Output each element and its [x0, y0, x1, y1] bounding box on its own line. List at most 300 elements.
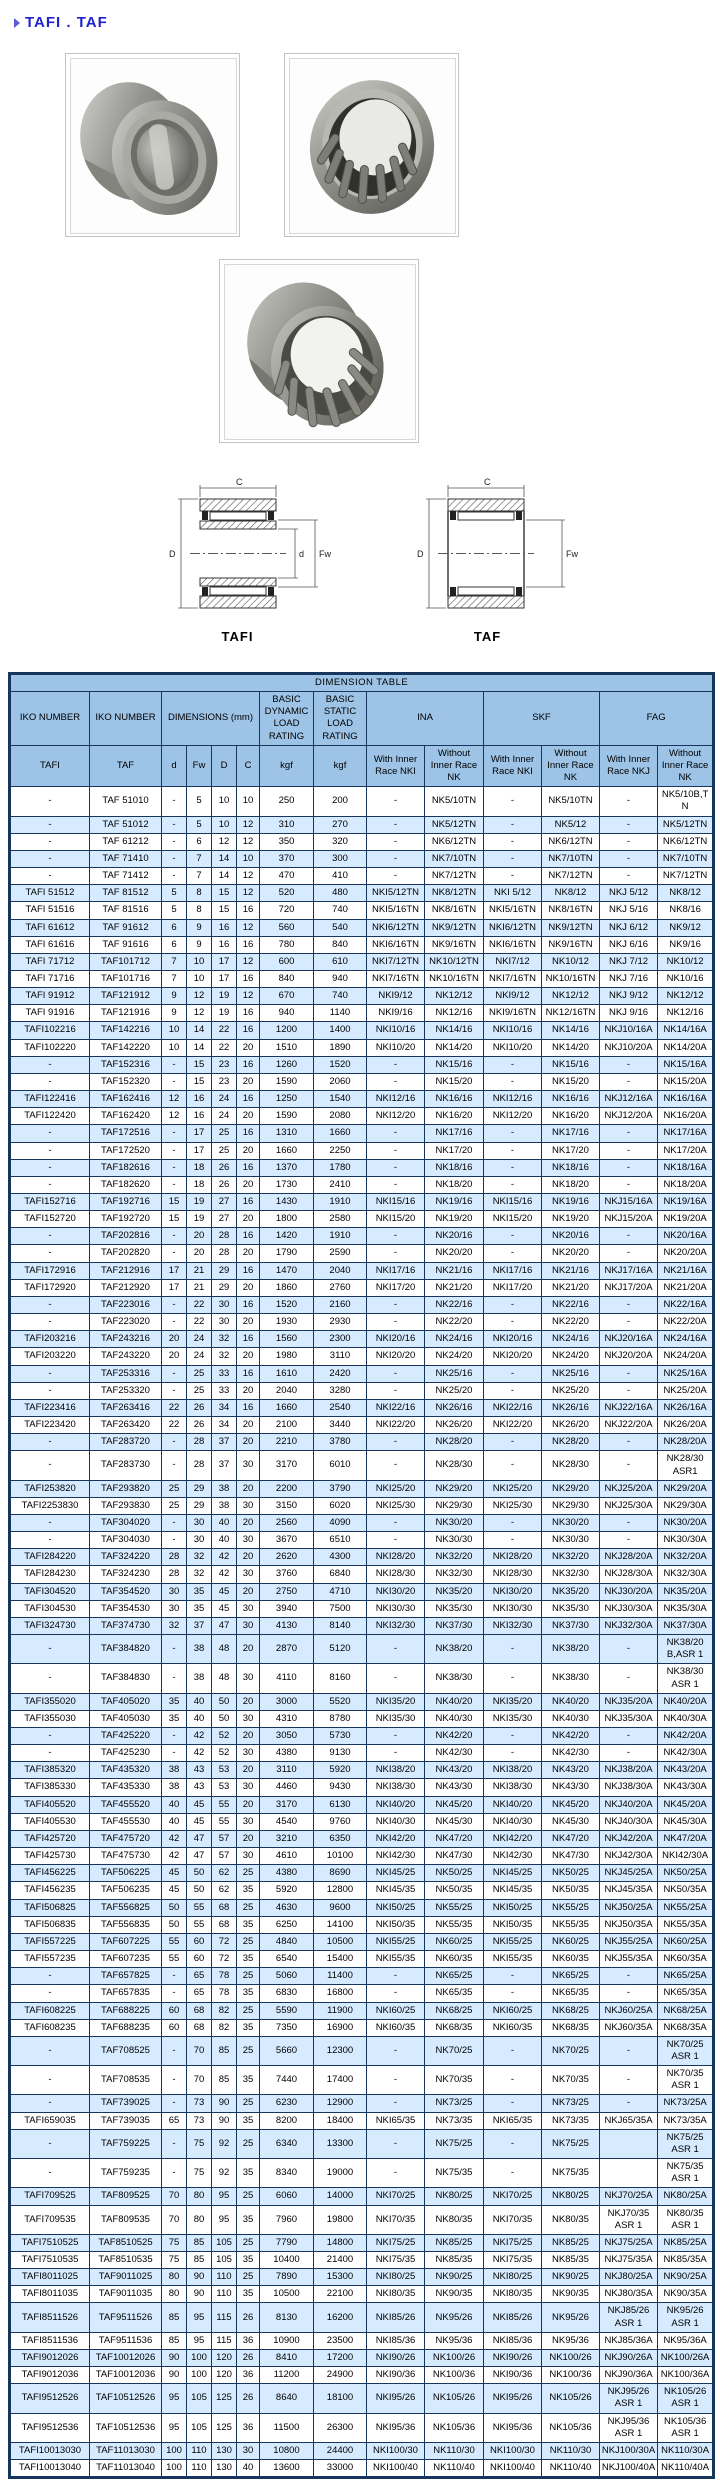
group-header-skf: SKF — [484, 692, 600, 746]
cell: TAF9511536 — [90, 2332, 162, 2349]
cell: NK37/30 — [425, 1617, 484, 1634]
cell: - — [10, 1664, 90, 1693]
cell: 3280 — [314, 1382, 367, 1399]
cell: 15400 — [314, 1951, 367, 1968]
cell: 78 — [212, 1985, 237, 2002]
cell: 38 — [212, 1497, 237, 1514]
cell: NKI38/30 — [367, 1779, 425, 1796]
cell: 6830 — [260, 1985, 314, 2002]
cell: - — [600, 1968, 658, 1985]
cell: NK29/20 — [542, 1480, 600, 1497]
cell: NK47/20 — [425, 1830, 484, 1847]
cell: NK24/16A — [658, 1331, 714, 1348]
cell: NK29/30 — [425, 1497, 484, 1514]
cell: 4300 — [314, 1549, 367, 1566]
cell: 52 — [212, 1745, 237, 1762]
table-row — [10, 1745, 714, 1762]
cell: 25 — [237, 2188, 260, 2205]
cell: 4310 — [260, 1710, 314, 1727]
cell: NK29/20A — [658, 1480, 714, 1497]
cell: NKI42/30 — [367, 1848, 425, 1865]
col-header-kgf-static: kgf — [314, 745, 367, 786]
cell: NK20/20A — [658, 1245, 714, 1262]
cell: - — [367, 1451, 425, 1480]
cell: NK6/12TN — [425, 833, 484, 850]
cell: NK73/35 — [425, 2112, 484, 2129]
cell: 24 — [187, 1348, 212, 1365]
cell: - — [484, 1314, 542, 1331]
cell: TAFI355020 — [10, 1693, 90, 1710]
col-header-d: d — [162, 745, 187, 786]
cell: 600 — [260, 953, 314, 970]
cell: TAF 71412 — [90, 868, 162, 885]
cell: NK85/35 — [425, 2252, 484, 2269]
cell: - — [162, 1968, 187, 1985]
cell: - — [367, 833, 425, 850]
cell: 6250 — [260, 1916, 314, 1933]
cell: 9 — [162, 1005, 187, 1022]
cell: 370 — [260, 850, 314, 867]
cell: NK80/25 — [425, 2188, 484, 2205]
cell: NK68/25 — [542, 2002, 600, 2019]
cell: NK37/30A — [658, 1617, 714, 1634]
group-header-iko-taf: IKO NUMBER — [90, 692, 162, 746]
cell: 2870 — [260, 1635, 314, 1664]
cell: 5730 — [314, 1728, 367, 1745]
cell: NK55/25 — [425, 1899, 484, 1916]
cell: 250 — [260, 787, 314, 816]
cell: 1310 — [260, 1125, 314, 1142]
cell: NK90/25 — [542, 2269, 600, 2286]
cell: NK22/16 — [542, 1296, 600, 1313]
cell: 7890 — [260, 2269, 314, 2286]
cell: TAFI2253830 — [10, 1497, 90, 1514]
cell: 1980 — [260, 1348, 314, 1365]
cell: NK73/35A — [658, 2112, 714, 2129]
cell: 22 — [187, 1314, 212, 1331]
cell: 1660 — [260, 1399, 314, 1416]
cell: TAF688235 — [90, 2019, 162, 2036]
cell: - — [367, 787, 425, 816]
cell: NKJ85/36A — [600, 2332, 658, 2349]
table-row — [10, 2460, 714, 2478]
cell: TAFI 91912 — [10, 988, 90, 1005]
cell: NK20/20 — [425, 1245, 484, 1262]
cell: 37 — [212, 1434, 237, 1451]
cell: TAFI608235 — [10, 2019, 90, 2036]
cell: NK18/20 — [542, 1176, 600, 1193]
cell: 6350 — [314, 1830, 367, 1847]
cell: NK100/26 — [425, 2349, 484, 2366]
cell: 12 — [212, 833, 237, 850]
cell: NK9/16 — [658, 936, 714, 953]
cell: 45 — [187, 1813, 212, 1830]
cell: TAF425220 — [90, 1728, 162, 1745]
cell: 7350 — [260, 2019, 314, 2036]
cell: TAFI8511536 — [10, 2332, 90, 2349]
cell: 42 — [187, 1745, 212, 1762]
cell: 80 — [162, 2286, 187, 2303]
cell: NKI42/20 — [367, 1830, 425, 1847]
cell: 310 — [260, 816, 314, 833]
cell: 6840 — [314, 1566, 367, 1583]
cell: NKI60/35 — [367, 2019, 425, 2036]
cell: NK17/16 — [542, 1125, 600, 1142]
cell: 10 — [237, 787, 260, 816]
cell: NKI9/16TN — [484, 1005, 542, 1022]
cell: NK28/20A — [658, 1434, 714, 1451]
cell: - — [10, 816, 90, 833]
cell: 38 — [162, 1762, 187, 1779]
cell: NKJ22/16A — [600, 1399, 658, 1416]
cell: - — [600, 1985, 658, 2002]
cell — [600, 2159, 658, 2188]
cell: NK110/30 — [542, 2442, 600, 2459]
cell: NK42/20 — [425, 1728, 484, 1745]
cell: 2210 — [260, 1434, 314, 1451]
cell: 43 — [187, 1779, 212, 1796]
cell: 1590 — [260, 1108, 314, 1125]
cell: - — [367, 1635, 425, 1664]
cell: NKI10/16 — [484, 1022, 542, 1039]
cell: TAFI304530 — [10, 1600, 90, 1617]
cell: NK70/35 — [542, 2066, 600, 2095]
cell: - — [484, 1728, 542, 1745]
cell: NKI10/20 — [367, 1039, 425, 1056]
cell: NK32/20A — [658, 1549, 714, 1566]
table-row — [10, 1710, 714, 1727]
cell: 20 — [237, 1762, 260, 1779]
cell: TAF162420 — [90, 1108, 162, 1125]
table-row — [10, 1532, 714, 1549]
cell: NK75/25 — [542, 2129, 600, 2158]
cell: TAFI 71712 — [10, 953, 90, 970]
cell: 12 — [237, 988, 260, 1005]
cell: TAF607235 — [90, 1951, 162, 1968]
cell: NKI90/36 — [367, 2367, 425, 2384]
cell: NKJ70/35 ASR 1 — [600, 2205, 658, 2234]
cell: NK100/26A — [658, 2349, 714, 2366]
cell: NK40/20 — [425, 1693, 484, 1710]
cell: - — [162, 2066, 187, 2095]
cell: TAFI10013030 — [10, 2442, 90, 2459]
cell: 26 — [237, 2349, 260, 2366]
table-row — [10, 1073, 714, 1090]
table-row — [10, 2384, 714, 2413]
cell: 9 — [187, 936, 212, 953]
cell: 32 — [187, 1549, 212, 1566]
cell: 2540 — [314, 1399, 367, 1416]
cell: TAF405030 — [90, 1710, 162, 1727]
cell: 20 — [237, 1830, 260, 1847]
cell: - — [162, 1296, 187, 1313]
cell: TAF556835 — [90, 1916, 162, 1933]
cell: 95 — [212, 2188, 237, 2205]
cell: NKJ 5/12 — [600, 885, 658, 902]
breadcrumb-arrow-icon — [14, 18, 20, 28]
cell: NK43/30 — [425, 1779, 484, 1796]
cell: NKJ45/25A — [600, 1865, 658, 1882]
cell: TAF253320 — [90, 1382, 162, 1399]
cell: 17 — [212, 970, 237, 987]
cell: NK80/25 — [542, 2188, 600, 2205]
cell: NKI30/20 — [484, 1583, 542, 1600]
cell: - — [10, 1745, 90, 1762]
cell: - — [10, 1159, 90, 1176]
cell: 1590 — [260, 1073, 314, 1090]
cell: 110 — [187, 2442, 212, 2459]
cell: 19 — [187, 1211, 212, 1228]
cell: NKI17/16 — [484, 1262, 542, 1279]
cell: TAF9011035 — [90, 2286, 162, 2303]
cell: 740 — [314, 988, 367, 1005]
cell: 35 — [237, 1882, 260, 1899]
col-header-tafi: TAFI — [10, 745, 90, 786]
cell: NK68/35 — [425, 2019, 484, 2036]
cell: - — [367, 1728, 425, 1745]
table-row — [10, 1417, 714, 1434]
cell: 20 — [237, 1417, 260, 1434]
cell: NK8/12TN — [425, 885, 484, 902]
cell: 19 — [187, 1194, 212, 1211]
cell: - — [484, 1296, 542, 1313]
table-title-row — [10, 674, 714, 692]
cell: 25 — [187, 1382, 212, 1399]
cell: - — [10, 1245, 90, 1262]
cell: NK110/30A — [658, 2442, 714, 2459]
cell: TAFI9012036 — [10, 2367, 90, 2384]
cell: NK35/20A — [658, 1583, 714, 1600]
cell: TAF192720 — [90, 1211, 162, 1228]
group-header-dynamic-load: BASIC DYNAMIC LOAD RATING — [260, 692, 314, 746]
cell: NK7/12TN — [542, 868, 600, 885]
table-row — [10, 1159, 714, 1176]
cell: 3940 — [260, 1600, 314, 1617]
cell: NK20/16A — [658, 1228, 714, 1245]
table-row — [10, 1985, 714, 2002]
cell: 22 — [162, 1399, 187, 1416]
cell: 10 — [212, 816, 237, 833]
cell — [600, 2129, 658, 2158]
cell: NK43/30 — [542, 1779, 600, 1796]
cell: 30 — [237, 2442, 260, 2459]
cell: NKJ 9/16 — [600, 1005, 658, 1022]
cell: 10900 — [260, 2332, 314, 2349]
cell: TAFI152720 — [10, 1211, 90, 1228]
cell: NK10/16TN — [542, 970, 600, 987]
cell: 28 — [212, 1228, 237, 1245]
cell: - — [600, 833, 658, 850]
cell: 410 — [314, 868, 367, 885]
cell: NK38/20 — [425, 1635, 484, 1664]
cell: 560 — [260, 919, 314, 936]
cell: 16 — [237, 1194, 260, 1211]
cell: - — [162, 1635, 187, 1664]
cell: NK40/30 — [542, 1710, 600, 1727]
cell: NK40/30 — [425, 1710, 484, 1727]
cell: 14 — [187, 1039, 212, 1056]
cell: NKI100/40 — [367, 2460, 425, 2478]
cell: 24 — [212, 1108, 237, 1125]
cell: 10 — [212, 787, 237, 816]
cell: NK10/12 — [542, 953, 600, 970]
cell: TAF708535 — [90, 2066, 162, 2095]
table-row — [10, 1451, 714, 1480]
cell: 25 — [237, 2095, 260, 2112]
cell: 25 — [237, 1865, 260, 1882]
col-header-ina-with: With Inner Race NKI — [367, 745, 425, 786]
cell: NK10/16TN — [425, 970, 484, 987]
cell: - — [484, 2095, 542, 2112]
product-photos-row-2 — [219, 259, 720, 443]
cell: 35 — [187, 1600, 212, 1617]
cell: - — [484, 1142, 542, 1159]
cell: 82 — [212, 2002, 237, 2019]
cell: NK100/36 — [425, 2367, 484, 2384]
col-header-fw: Fw — [187, 745, 212, 786]
cell: NKI12/16 — [367, 1091, 425, 1108]
cell: 2590 — [314, 1245, 367, 1262]
cell: NK55/35 — [425, 1916, 484, 1933]
cell: 24400 — [314, 2442, 367, 2459]
table-row — [10, 1091, 714, 1108]
cell: NK75/25 ASR 1 — [658, 2129, 714, 2158]
cell: NKI17/16 — [367, 1262, 425, 1279]
cell: 100 — [162, 2460, 187, 2478]
table-row — [10, 2442, 714, 2459]
taf-cross-section-icon — [393, 477, 583, 627]
cell: TAF304030 — [90, 1532, 162, 1549]
cell: 6340 — [260, 2129, 314, 2158]
cell: TAFI385320 — [10, 1762, 90, 1779]
cell: 90 — [162, 2367, 187, 2384]
cell: 1470 — [260, 1262, 314, 1279]
cell: NK75/25 — [425, 2129, 484, 2158]
cell: NK45/30 — [542, 1813, 600, 1830]
breadcrumb-link[interactable]: TAFI . TAF — [25, 14, 108, 31]
cell: 25 — [237, 2234, 260, 2251]
cell: 1890 — [314, 1039, 367, 1056]
cell: TAF324220 — [90, 1549, 162, 1566]
table-row — [10, 1514, 714, 1531]
cell: NKI50/25 — [367, 1899, 425, 1916]
cell: NKJ50/25A — [600, 1899, 658, 1916]
cell: - — [484, 787, 542, 816]
cell: NKI32/30 — [367, 1617, 425, 1634]
dimension-table — [8, 672, 715, 2479]
cell: 70 — [162, 2205, 187, 2234]
cell: 25 — [237, 2269, 260, 2286]
cell: NK47/30 — [542, 1848, 600, 1865]
cell: NK50/25A — [658, 1865, 714, 1882]
cell: TAF455520 — [90, 1796, 162, 1813]
cell: 8200 — [260, 2112, 314, 2129]
cell: NK30/30 — [425, 1532, 484, 1549]
cell: TAF121912 — [90, 988, 162, 1005]
cell: NK40/20 — [542, 1693, 600, 1710]
cell: 60 — [162, 2002, 187, 2019]
cell: 9760 — [314, 1813, 367, 1830]
cell: NK32/20 — [425, 1549, 484, 1566]
cell: 30 — [237, 1566, 260, 1583]
cell: 50 — [212, 1693, 237, 1710]
cell: 940 — [314, 970, 367, 987]
table-row — [10, 1968, 714, 1985]
cell: NKI55/25 — [484, 1933, 542, 1950]
cell: 35 — [162, 1710, 187, 1727]
cell: NK85/35 — [542, 2252, 600, 2269]
cell: NK8/16TN — [542, 902, 600, 919]
table-row — [10, 2303, 714, 2332]
cell: NK12/16TN — [542, 1005, 600, 1022]
table-row — [10, 1664, 714, 1693]
cell: - — [367, 1745, 425, 1762]
cell: 24 — [187, 1331, 212, 1348]
cell: NK19/16 — [542, 1194, 600, 1211]
cell: - — [367, 2036, 425, 2065]
cell: NK8/12 — [658, 885, 714, 902]
cell: NK85/35A — [658, 2252, 714, 2269]
cell: NKI20/20 — [484, 1348, 542, 1365]
cell: 940 — [260, 1005, 314, 1022]
cell: TAF435330 — [90, 1779, 162, 1796]
cell: NK95/36 — [425, 2332, 484, 2349]
cell: 8640 — [260, 2384, 314, 2413]
cell: 57 — [212, 1830, 237, 1847]
cell: - — [600, 1532, 658, 1549]
cell: NK65/35 — [542, 1985, 600, 2002]
cell: 16 — [237, 1331, 260, 1348]
cell: 85 — [187, 2234, 212, 2251]
cell: 11900 — [314, 2002, 367, 2019]
cell: 25 — [237, 1933, 260, 1950]
cell: 23 — [212, 1073, 237, 1090]
cell: 50 — [162, 1899, 187, 1916]
cell: - — [367, 1985, 425, 2002]
cell: NK16/20 — [542, 1108, 600, 1125]
cell: 29 — [212, 1262, 237, 1279]
table-row — [10, 2349, 714, 2366]
cell: 1520 — [260, 1296, 314, 1313]
table-row — [10, 1635, 714, 1664]
table-row — [10, 1728, 714, 1745]
cell: - — [600, 1245, 658, 1262]
cell: TAF374730 — [90, 1617, 162, 1634]
cell: NK80/35 — [425, 2205, 484, 2234]
cell: 1370 — [260, 1159, 314, 1176]
cell: 14100 — [314, 1916, 367, 1933]
cell: 42 — [162, 1848, 187, 1865]
cell: 85 — [212, 2036, 237, 2065]
cell: NKJ 7/12 — [600, 953, 658, 970]
cell: - — [162, 787, 187, 816]
cell: 19 — [212, 1005, 237, 1022]
cell: 8410 — [260, 2349, 314, 2366]
cell: NK95/26 — [542, 2303, 600, 2332]
cell: 2930 — [314, 1314, 367, 1331]
cell: NK38/30 — [425, 1664, 484, 1693]
cell: NK15/20A — [658, 1073, 714, 1090]
cell: NK65/25A — [658, 1968, 714, 1985]
cell: NK42/20 — [542, 1728, 600, 1745]
cell: NKI80/25 — [367, 2269, 425, 2286]
cell: TAF 51012 — [90, 816, 162, 833]
cell: - — [367, 1382, 425, 1399]
cell: 5120 — [314, 1635, 367, 1664]
cell: 92 — [212, 2129, 237, 2158]
cell: 7790 — [260, 2234, 314, 2251]
cell: 22 — [212, 1022, 237, 1039]
